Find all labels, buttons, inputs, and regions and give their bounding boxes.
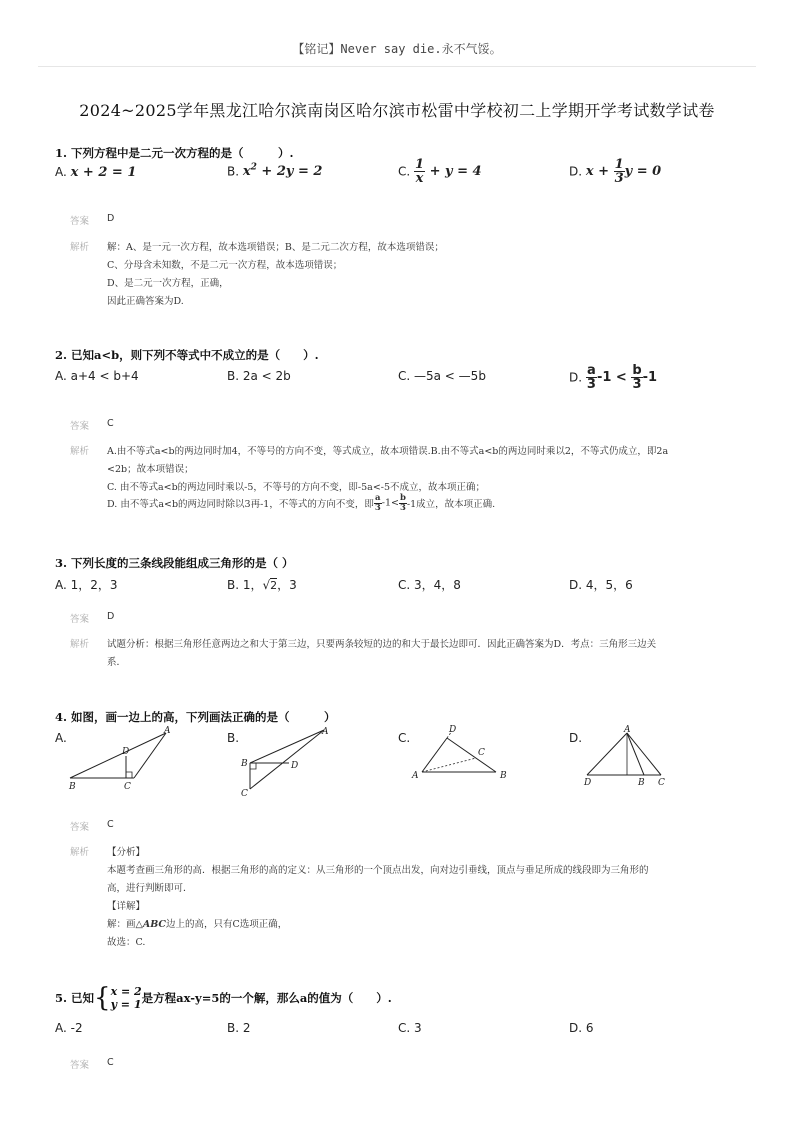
q5-option-c[interactable]: C. 3 <box>398 1021 422 1035</box>
q1-answer-label: 答案 <box>70 216 90 227</box>
q4d-label-d: D <box>584 778 592 788</box>
q1-option-d[interactable] <box>569 158 661 185</box>
q2-exp-line-2: <2b；故本项错误； <box>107 464 194 475</box>
q4-figure-d <box>578 722 678 788</box>
q4-option-d[interactable]: D. <box>569 731 583 745</box>
header-divider <box>38 66 756 67</box>
q1-option-a[interactable] <box>55 165 136 180</box>
q1-exp-line-2: C、分母含未知数，不是二元一次方程，故本选项错误； <box>107 260 343 271</box>
q2-analysis-label: 解析 <box>70 446 90 457</box>
q2-answer-label: 答案 <box>70 421 90 432</box>
q4a-label-d: D <box>122 747 130 757</box>
q1-stem: 1. 下列方程中是二元一次方程的是（ ）. <box>55 146 294 160</box>
q4-exp-line-3: 高，进行判断即可． <box>107 883 193 894</box>
q4d-label-b: B <box>638 778 645 788</box>
q4a-label-c: C <box>124 782 131 792</box>
q4b-label-a: A <box>322 727 329 737</box>
page-title: 2024~2025学年黑龙江哈尔滨南岗区哈尔滨市松雷中学校初二上学期开学考试数学试卷 <box>79 101 715 120</box>
q5-answer: C <box>107 1057 114 1068</box>
q2-exp-line-3: C. 由不等式a<b的两边同时乘以-5，不等号的方向不变，即-5a<-5不成立，故本项正确； <box>107 482 486 493</box>
q3-exp-line-2: 系． <box>107 657 127 668</box>
q2-option-c[interactable]: C. —5a < —5b <box>398 369 486 383</box>
q1-option-c-letter: C. <box>398 164 411 179</box>
q4c-label-d: D <box>449 725 457 735</box>
q4-answer: C <box>107 819 114 830</box>
q4-exp-line-6: 故选：C. <box>107 937 146 948</box>
q3-stem: 3. 下列长度的三条线段能组成三角形的是（ ） <box>55 556 294 570</box>
q4b-label-b: B <box>241 759 248 769</box>
q3-option-d[interactable]: D. 4，5，6 <box>569 578 633 592</box>
q4a-label-a: A <box>164 726 171 736</box>
q2-option-d-letter: D. <box>569 370 583 385</box>
q4b-label-d: D <box>291 761 299 771</box>
q4a-label-b: B <box>69 782 76 792</box>
q4-answer-label: 答案 <box>70 822 90 833</box>
q4-figure-a <box>60 722 180 794</box>
q1-option-d-math: x + $\frac{1}{3}$ y = 0 <box>585 157 662 186</box>
q3-option-c[interactable]: C. 3，4，8 <box>398 578 461 592</box>
q4c-label-b: B <box>500 771 507 781</box>
q4-figure-c <box>405 722 515 788</box>
q1-option-a-math: x + 2 = 1 <box>70 165 137 180</box>
q1-exp-line-3: D、是二元一次方程，正确， <box>107 278 229 289</box>
q2-answer: C <box>107 418 114 429</box>
q4-option-b[interactable]: B. <box>227 731 240 745</box>
q5-system: x = 2 y = 1 <box>110 985 142 1011</box>
q1-answer: D <box>107 213 115 224</box>
q3-option-b[interactable]: B. 1，√2，3 <box>227 578 297 592</box>
q5-stem: 5. 已知{ x = 2 y = 1 是方程ax-y=5的一个解，那么a的值为（ ）. <box>55 983 392 1013</box>
sqrt-symbol: √ <box>262 578 271 592</box>
q1-option-b-math: $x^2 + 2y = 2$ <box>242 163 323 180</box>
q4-exp-line-5: 解：画△ABC边上的高，只有C选项正确， <box>107 919 288 930</box>
q1-exp-line-4: 因此正确答案为D. <box>107 296 184 307</box>
q5-option-b[interactable]: B. 2 <box>227 1021 251 1035</box>
q5-option-a[interactable]: A. -2 <box>55 1021 83 1035</box>
q4-analysis-label: 解析 <box>70 847 90 858</box>
q4d-label-c: C <box>658 778 665 788</box>
q1-exp-line-1: 解：A、是一元一次方程，故本选项错误；B、是二元二次方程，故本选项错误； <box>107 242 444 253</box>
q3-option-a[interactable]: A. 1，2，3 <box>55 578 118 592</box>
q2-exp-line-4: D. 由不等式a<b的两边同时除以3再-1，不等式的方向不变，即 $\frac{a}{3}$ -1< $\frac{b}{3}$ -1成立，故本项正确. <box>107 493 496 513</box>
q2-option-a[interactable]: A. a+4 < b+4 <box>55 369 139 383</box>
q2-stem: 2. 已知a<b，则下列不等式中不成立的是（ ）. <box>55 348 319 362</box>
q4-option-c[interactable]: C. <box>398 731 411 745</box>
q4-stem: 4. 如图，画一边上的高，下列画法正确的是（ ） <box>55 710 336 724</box>
q4-option-a[interactable]: A. <box>55 731 67 745</box>
q2-exp-line-1: A.由不等式a<b的两边同时加4，不等号的方向不变，等式成立，故本项错误.B.由不等式a<b的两边同时乘以2，不等式仍成立，即2a <box>107 446 669 457</box>
q1-option-b[interactable] <box>227 163 322 179</box>
q4c-label-a: A <box>412 771 419 781</box>
q2-option-b[interactable]: B. 2a < 2b <box>227 369 291 383</box>
q5-answer-label: 答案 <box>70 1060 90 1071</box>
q3-answer-label: 答案 <box>70 614 90 625</box>
q4-exp-line-1: 【分析】 <box>107 847 146 858</box>
q3-analysis-label: 解析 <box>70 639 90 650</box>
q1-analysis-label: 解析 <box>70 242 90 253</box>
q4d-label-a: A <box>624 725 631 735</box>
q4b-label-c: C <box>241 789 248 799</box>
q1-option-c-math: $\frac{1}{x}$ + y = 4 <box>415 157 482 186</box>
q1-option-b-letter: B. <box>227 164 240 179</box>
q1-option-c[interactable] <box>398 158 482 185</box>
q4-figure-b <box>232 722 342 802</box>
q2-option-d[interactable] <box>569 364 657 391</box>
q1-option-a-letter: A. <box>55 165 67 179</box>
q5-option-d[interactable]: D. 6 <box>569 1021 594 1035</box>
q2-option-d-math: $\frac{a}{3}$ -1 < $\frac{b}{3}$ -1 <box>586 363 658 392</box>
q4c-label-c: C <box>478 748 485 758</box>
q4-exp-line-2: 本题考查画三角形的高．根据三角形的高的定义：从三角形的一个顶点出发，向对边引垂线，顶点与垂足所成的线段即为三角形的 <box>107 865 649 876</box>
q1-option-d-letter: D. <box>569 164 583 179</box>
q3-answer: D <box>107 611 115 622</box>
page-header: 【铭记】Never say die.永不气馁。 <box>292 42 502 56</box>
q4-exp-line-4: 【详解】 <box>107 901 146 912</box>
q3-exp-line-1: 试题分析：根据三角形任意两边之和大于第三边，只要两条较短的边的和大于最长边即可．因此正确答案为D．考点：三角形三边关 <box>107 639 657 650</box>
q5-brace: { <box>94 983 111 1013</box>
